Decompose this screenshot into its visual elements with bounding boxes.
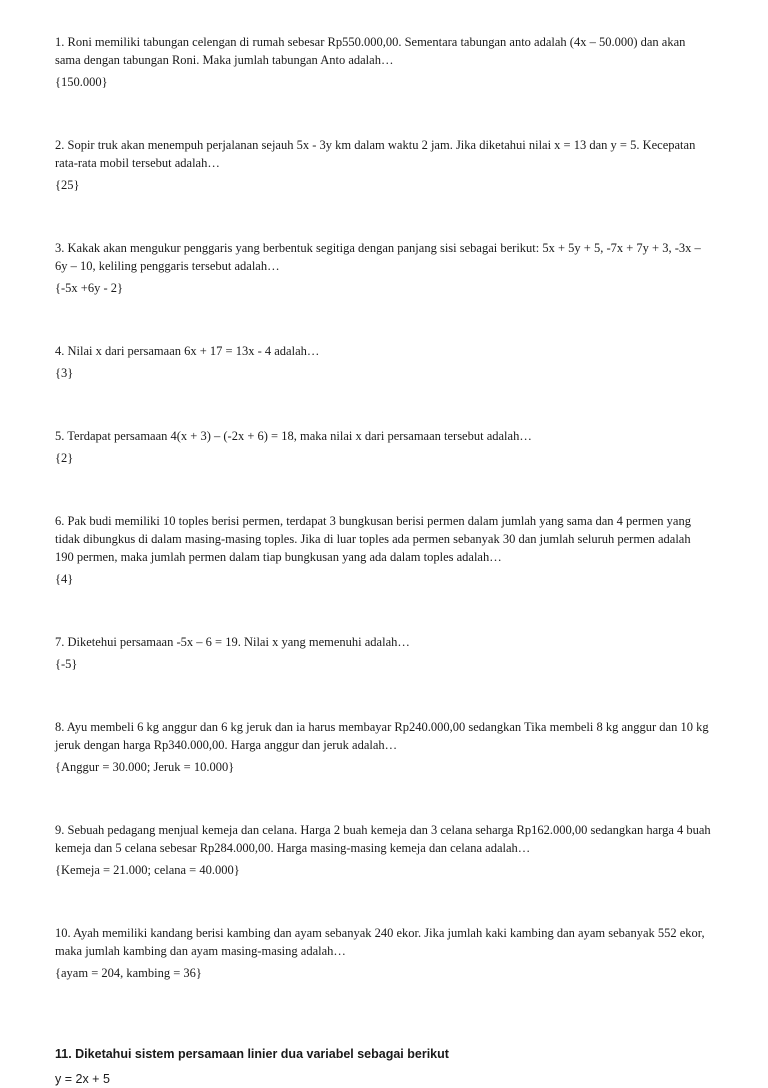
- spacer: [55, 91, 712, 136]
- question-text: 4. Nilai x dari persamaan 6x + 17 = 13x - 4 adalah…: [55, 344, 320, 358]
- answer-text: {ayam = 204, kambing = 36}: [55, 966, 202, 980]
- spacer: [55, 982, 712, 1045]
- answer-text: {2}: [55, 451, 74, 465]
- spacer: [55, 467, 712, 512]
- question-text: 8. Ayu membeli 6 kg anggur dan 6 kg jeruk dan ia harus membayar Rp240.000,00 sedangkan Tika membeli 8 kg anggur dan 10 kg jeruk dengan harga Rp340.000,00. Harga anggur dan jeruk adalah…: [55, 720, 709, 752]
- answer-text: {Anggur = 30.000; Jeruk = 10.000}: [55, 760, 235, 774]
- question-5: [55, 427, 712, 467]
- question-text: 6. Pak budi memiliki 10 toples berisi permen, terdapat 3 bungkusan berisi permen dalam jumlah yang sama dan 4 permen yang tidak dibungkus di dalam masing-masing toples. Jika di luar toples ada permen sebanyak 30 dan jumlah seluruh permen adalah 190 permen, maka jumlah permen dalam tiap bungkusan yang ada dalam toples adalah…: [55, 514, 691, 564]
- question-4: [55, 342, 712, 382]
- question-11-title: 11. Diketahui sistem persamaan linier dua variabel sebagai berikut: [55, 1047, 449, 1061]
- spacer: [55, 382, 712, 427]
- spacer: [55, 297, 712, 342]
- question-6: [55, 512, 712, 588]
- question-3: [55, 239, 712, 297]
- question-9: [55, 821, 712, 879]
- answer-text: {3}: [55, 366, 74, 380]
- answer-text: {4}: [55, 572, 74, 586]
- question-text: 2. Sopir truk akan menempuh perjalanan sejauh 5x - 3y km dalam waktu 2 jam. Jika diketahui nilai x = 13 dan y = 5. Kecepatan rata-rata mobil tersebut adalah…: [55, 138, 696, 170]
- spacer: [55, 588, 712, 633]
- spacer: [55, 194, 712, 239]
- answer-text: {25}: [55, 178, 80, 192]
- spacer: [55, 673, 712, 718]
- question-text: 7. Diketehui persamaan -5x – 6 = 19. Nilai x yang memenuhi adalah…: [55, 635, 410, 649]
- question-10: [55, 924, 712, 982]
- question-text: 5. Terdapat persamaan 4(x + 3) – (-2x + 6) = 18, maka nilai x dari persamaan tersebut adalah…: [55, 429, 532, 443]
- question-text: 1. Roni memiliki tabungan celengan di rumah sebesar Rp550.000,00. Sementara tabungan anto adalah (4x – 50.000) dan akan sama dengan tabungan Roni. Maka jumlah tabungan Anto adalah…: [55, 35, 686, 67]
- question-text: 10. Ayah memiliki kandang berisi kambing dan ayam sebanyak 240 ekor. Jika jumlah kaki kambing dan ayam sebanyak 552 ekor, maka jumlah kambing dan ayam masing-masing adalah…: [55, 926, 705, 958]
- answer-text: {-5x +6y - 2}: [55, 281, 123, 295]
- question-11-equation: y = 2x + 5: [55, 1072, 110, 1086]
- answer-text: {150.000}: [55, 75, 108, 89]
- question-2: [55, 136, 712, 194]
- spacer: [55, 879, 712, 924]
- question-8: [55, 718, 712, 776]
- spacer: [55, 776, 712, 821]
- answer-text: {Kemeja = 21.000; celana = 40.000}: [55, 863, 240, 877]
- question-11: [55, 1045, 712, 1088]
- question-text: 9. Sebuah pedagang menjual kemeja dan celana. Harga 2 buah kemeja dan 3 celana seharga Rp162.000,00 sedangkan harga 4 buah kemeja dan 5 celana sebesar Rp284.000,00. Harga masing-masing kemeja dan celana adalah…: [55, 823, 711, 855]
- question-7: [55, 633, 712, 673]
- answer-text: {-5}: [55, 657, 78, 671]
- question-text: 3. Kakak akan mengukur penggaris yang berbentuk segitiga dengan panjang sisi sebagai berikut: 5x + 5y + 5, -7x + 7y + 3, -3x – 6y – 10, keliling penggaris tersebut adalah…: [55, 241, 701, 273]
- question-1: [55, 33, 712, 91]
